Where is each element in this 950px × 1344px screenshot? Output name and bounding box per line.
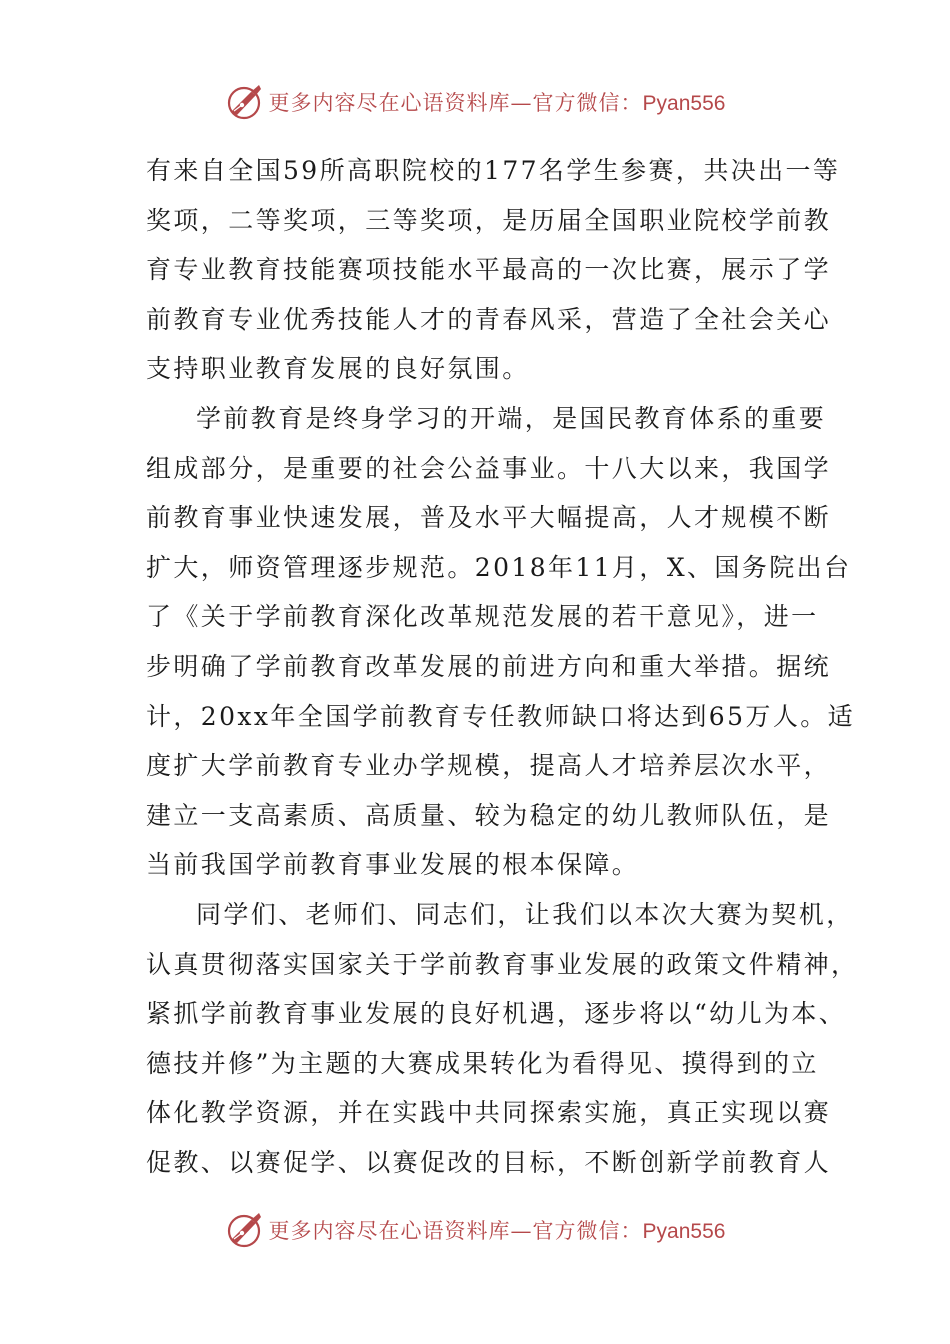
text-line: 建立一支高素质、高质量、较为稳定的幼儿教师队伍，是	[146, 800, 832, 830]
text-line: 育专业教育技能赛项技能水平最高的一次比赛，展示了学	[146, 255, 832, 285]
text-line: 紧抓学前教育事业发展的良好机遇，逐步将以“幼儿为本、	[146, 999, 847, 1029]
text-line: 德技并修”为主题的大赛成果转化为看得见、摸得到的立	[146, 1048, 819, 1078]
text-line: 当前我国学前教育事业发展的根本保障。	[146, 850, 640, 880]
text-line: 认真贯彻落实国家关于学前教育事业发展的政策文件精神，	[146, 949, 859, 979]
paragraph-3	[146, 890, 859, 1188]
text-line: 学前教育是终身学习的开端，是国民教育体系的重要	[196, 403, 827, 433]
text-line: 支持职业教育发展的良好氛围。	[146, 354, 530, 384]
paragraph-2	[146, 394, 856, 890]
text-line: 前教育事业快速发展，普及水平大幅提高，人才规模不断	[146, 503, 832, 533]
text-line: 奖项，二等奖项，三等奖项，是历届全国职业院校学前教	[146, 205, 832, 235]
header-watermark	[0, 80, 950, 124]
watermark-text: 更多内容尽在心语资料库—官方微信：Pyan556	[268, 91, 726, 115]
text-line: 促教、以赛促学、以赛促改的目标，不断创新学前教育人	[146, 1147, 832, 1177]
text-line: 步明确了学前教育改革发展的前进方向和重大举措。据统	[146, 651, 832, 681]
text-line: 了《关于学前教育深化改革规范发展的若干意见》，进一	[146, 602, 819, 632]
paragraph-1	[146, 146, 841, 394]
text-line: 体化教学资源，并在实践中共同探索实施，真正实现以赛	[146, 1098, 832, 1128]
wechat-id: Pyan556	[642, 92, 726, 115]
wechat-id: Pyan556	[642, 1220, 726, 1243]
footer-watermark	[0, 1208, 950, 1252]
text-line: 前教育专业优秀技能人才的青春风采，营造了全社会关心	[146, 304, 832, 334]
watermark-text: 更多内容尽在心语资料库—官方微信：Pyan556	[268, 1219, 726, 1243]
document-body	[146, 146, 859, 1187]
text-line: 同学们、老师们、同志们，让我们以本次大赛为契机，	[196, 899, 854, 929]
text-line: 组成部分，是重要的社会公益事业。十八大以来，我国学	[146, 453, 832, 483]
text-line: 度扩大学前教育专业办学规模，提高人才培养层次水平，	[146, 751, 832, 781]
text-line: 有来自全国59所高职院校的177名学生参赛，共决出一等	[146, 156, 841, 185]
text-line: 扩大，师资管理逐步规范。2018年11月，X、国务院出台	[146, 552, 852, 582]
pen-nib-logo-icon	[225, 1210, 265, 1250]
pen-nib-logo-icon	[225, 82, 265, 122]
text-line: 计，20xx年全国学前教育专任教师缺口将达到65万人。适	[146, 701, 856, 731]
